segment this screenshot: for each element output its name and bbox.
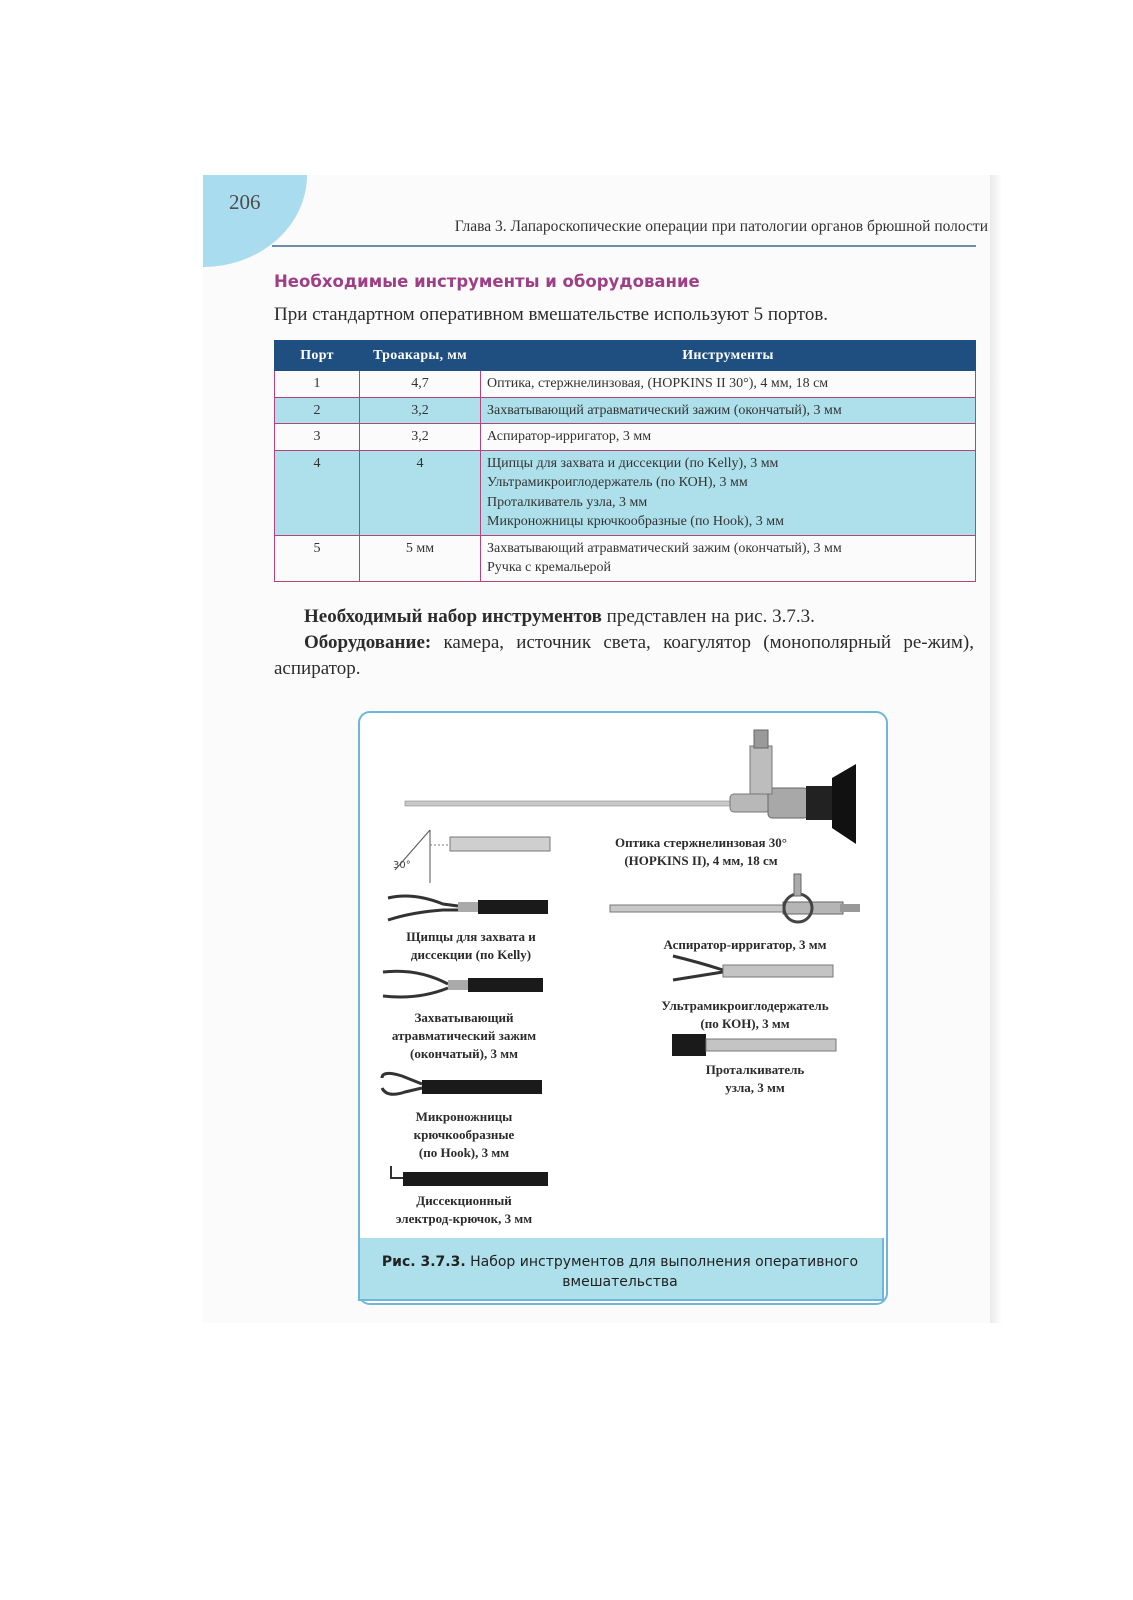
- column-header-instruments: Инструменты: [481, 341, 976, 371]
- grasper-illustration: [378, 966, 548, 1006]
- instrument-item: Захватывающий атравматический зажим (окончатый), 3 мм: [487, 402, 842, 418]
- label-aspirator: [640, 936, 850, 954]
- optics-tip-detail: [385, 825, 555, 885]
- paragraph-bold: Оборудование:: [304, 632, 432, 653]
- page-number: 206: [229, 190, 261, 214]
- figure-caption: [370, 1252, 870, 1292]
- paragraph-text: камера, источник света, коагулятор (монополярный ре-жим), аспиратор.: [274, 632, 974, 679]
- label-optics: [596, 834, 806, 870]
- column-header-port: Порт: [275, 341, 360, 371]
- label-line: (окончатый), 3 мм: [410, 1046, 518, 1061]
- label-line: (по Hook), 3 мм: [418, 1145, 510, 1160]
- label-line: Аспиратор-ирригатор, 3 мм: [663, 937, 827, 952]
- instrument-item: Ручка с кремальерой: [487, 560, 612, 575]
- cell-port: 4: [275, 450, 360, 535]
- cell-port: 5: [275, 535, 360, 581]
- label-line: (HOPKINS II), 4 мм, 18 см: [624, 853, 778, 868]
- cell-trocar: 3,2: [360, 424, 481, 451]
- kelly-forceps-illustration: [383, 890, 553, 930]
- table-row: [275, 450, 976, 535]
- label-grasper: [374, 1009, 554, 1063]
- aspirator-irrigator-illustration: [608, 870, 868, 930]
- cell-instruments: [481, 424, 976, 451]
- label-line: Ультрамикроиглодержатель: [661, 998, 829, 1013]
- cell-instruments: [481, 371, 976, 398]
- cell-instruments: [481, 397, 976, 424]
- label-knot-pusher: [660, 1061, 850, 1097]
- caption-number: Рис. 3.7.3.: [381, 1254, 466, 1270]
- label-line: Микроножницы: [415, 1109, 513, 1124]
- paragraph-instrument-set: [274, 604, 974, 630]
- label-hook-electrode: [374, 1192, 554, 1228]
- hook-scissors-illustration: [377, 1068, 547, 1104]
- cell-instruments: [481, 450, 976, 535]
- table-row: [275, 535, 976, 581]
- instrument-item: Ультрамикроиглодержатель (по КОН), 3 мм: [487, 475, 748, 490]
- table-row: [275, 397, 976, 424]
- label-line: Диссекционный: [416, 1193, 512, 1208]
- cell-instruments: [481, 535, 976, 581]
- instrument-item: Оптика, стержнелинзовая, (HOPKINS II 30°), 4 мм, 18 см: [487, 376, 829, 391]
- hook-electrode-illustration: [383, 1162, 553, 1192]
- angle-label: 30°: [393, 860, 411, 871]
- cell-trocar: 4: [360, 450, 481, 535]
- instrument-item: Аспиратор-ирригатор, 3 мм: [487, 429, 652, 444]
- cell-trocar: 3,2: [360, 397, 481, 424]
- label-line: Захватывающий: [414, 1010, 514, 1025]
- instrument-item: Щипцы для захвата и диссекции (по Kelly), 3 мм: [487, 455, 779, 471]
- page-edge-shadow: [990, 175, 1002, 1323]
- ports-table: [274, 340, 976, 582]
- label-hook-scissors: [374, 1108, 554, 1162]
- cell-port: 1: [275, 371, 360, 398]
- label-kelly-forceps: [381, 928, 561, 964]
- header-rule: [272, 245, 976, 247]
- label-needle-holder: [640, 997, 850, 1033]
- instrument-item: Микроножницы крючкообразные (по Hook), 3 мм: [487, 514, 784, 529]
- label-line: атравматический зажим: [391, 1028, 537, 1043]
- label-line: Щипцы для захвата и: [406, 929, 536, 944]
- knot-pusher-illustration: [670, 1030, 840, 1062]
- table-header-row: [275, 341, 976, 371]
- running-head: Глава 3. Лапароскопические операции при патологии органов брюшной полости: [454, 218, 988, 235]
- label-line: электрод-крючок, 3 мм: [395, 1211, 533, 1226]
- needle-holder-illustration: [668, 950, 838, 990]
- table-row: [275, 371, 976, 398]
- label-line: (по КОН), 3 мм: [700, 1016, 790, 1031]
- intro-text: При стандартном оперативном вмешательстве используют 5 портов.: [274, 304, 829, 325]
- label-line: узла, 3 мм: [725, 1080, 785, 1095]
- paragraph-bold: Необходимый набор инструментов: [304, 606, 602, 627]
- paragraph-text: представлен на рис. 3.7.3.: [601, 606, 815, 627]
- instrument-item: Проталкиватель узла, 3 мм: [487, 494, 648, 510]
- cell-port: 3: [275, 424, 360, 451]
- table-row: [275, 424, 976, 451]
- cell-port: 2: [275, 397, 360, 424]
- label-line: Проталкиватель: [705, 1062, 805, 1077]
- instrument-item: Захватывающий атравматический зажим (окончатый), 3 мм: [487, 540, 842, 556]
- column-header-trocars: Троакары, мм: [360, 341, 481, 371]
- label-line: крючкообразные: [413, 1127, 515, 1142]
- label-line: Оптика стержнелинзовая 30°: [615, 835, 787, 850]
- cell-trocar: 5 мм: [360, 535, 481, 581]
- label-line: диссекции (по Kelly): [410, 947, 532, 962]
- section-title: Необходимые инструменты и оборудование: [274, 272, 700, 291]
- cell-trocar: 4,7: [360, 371, 481, 398]
- paragraph-equipment: [274, 630, 974, 682]
- caption-text: Набор инструментов для выполнения оперативного вмешательства: [465, 1254, 859, 1290]
